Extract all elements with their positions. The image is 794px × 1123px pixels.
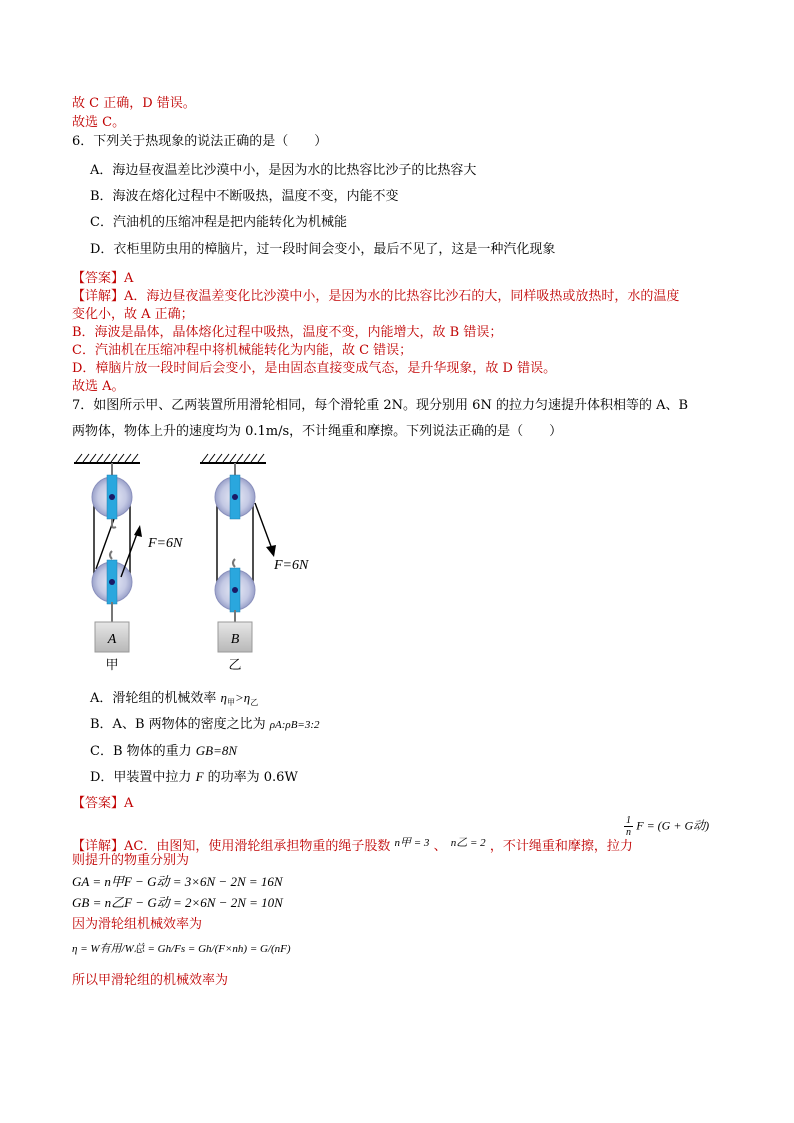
q7-option-d [90, 768, 298, 787]
q7-eq-gb: GB = n乙F − G动 = 2×6N − 2N = 10N [72, 895, 283, 910]
q7-option-b [90, 716, 320, 734]
q6-detail-5: D．樟脑片放一段时间后会变小，是由固态直接变成气态，是升华现象，故 D 错误。 [72, 361, 557, 376]
q7-option-c-math: GB=8N [195, 743, 238, 758]
q7-option-d-text: D．甲装置中拉力 [90, 770, 196, 785]
right-fixed-pulley [215, 475, 255, 519]
prev-conclusion: 故 C 正确，D 错误。 [72, 96, 196, 111]
q6-detail-label: 【详解】 [72, 289, 125, 304]
q7-detail-label: 【详解】 [72, 839, 125, 854]
q6-detail-3: B．海波是晶体，晶体熔化过程中吸热，温度不变，内能增大，故 B 错误； [72, 325, 503, 340]
q7-stem-2: 两物体，物体上升的速度均为 0.1m/s，不计绳重和摩擦。下列说法正确的是（ ） [72, 424, 563, 439]
q7-answer-value: A [124, 796, 134, 811]
left-force-label: F=6N [148, 536, 183, 551]
q7-option-c-text: C．B 物体的重力 [90, 744, 196, 759]
block-a [95, 622, 129, 652]
right-force-label: F=6N [274, 558, 309, 573]
q7-option-d-suffix: 的功率为 0.6W [203, 770, 298, 785]
q7-fraction [624, 815, 633, 838]
q7-option-a-gt: >η [234, 690, 251, 705]
q7-eta-formula: η = W有用/W总 = Gh/Fs = Gh/(F×nh) = G/(nF) [72, 943, 291, 955]
q7-sep: 、 [433, 839, 447, 854]
q7-detail-2: 则提升的物重分别为 [72, 853, 190, 868]
right-pulley-system [200, 454, 309, 672]
q7-n-yi: n乙 = 2 [450, 837, 486, 849]
q7-stem-1: 7．如图所示甲、乙两装置所用滑轮相同，每个滑轮重 2N。现分别用 6N 的拉力匀速提升体积相等的 A、B [72, 398, 689, 413]
q6-option-d: D．衣柜里防虫用的樟脑片，过一段时间会变小，最后不见了，这是一种汽化现象 [90, 242, 556, 257]
q7-option-c [90, 742, 237, 761]
q6-answer-label: 【答案】 [72, 271, 125, 286]
q7-n-jia: n甲 = 3 [394, 837, 430, 849]
q7-answer [72, 795, 133, 813]
prev-choice: 故选 C。 [72, 115, 126, 130]
caption-jia: 甲 [105, 658, 119, 672]
q7-detail-1a: AC．由图知，使用滑轮组承担物重的绳子股数 [124, 839, 391, 854]
left-ceiling-hatch [76, 454, 138, 462]
left-moving-pulley [92, 551, 132, 604]
block-b-label: B [230, 632, 240, 647]
right-ceiling-hatch [202, 454, 264, 462]
right-force-arrow-head [266, 545, 276, 557]
q6-answer-value: A [124, 271, 134, 286]
q6-detail-4: C．汽油机在压缩冲程中将机械能转化为内能，故 C 错误； [72, 343, 413, 358]
q7-option-a [90, 689, 258, 712]
left-force-arrow-head [134, 525, 142, 537]
q7-frac-den: n [626, 827, 631, 838]
q7-formula-f: F = (G + G动) [636, 818, 710, 833]
left-fixed-pulley [92, 475, 132, 519]
caption-yi: 乙 [228, 658, 242, 672]
q6-detail-text-1: A．海边昼夜温差变化比沙漠中小，是因为水的比热容比沙石的大，同样吸热或放热时，水的温度 [124, 289, 680, 304]
q7-answer-label: 【答案】 [72, 796, 125, 811]
q6-detail-6: 故选 A。 [72, 379, 125, 394]
q6-detail-2: 变化小，故 A 正确； [72, 307, 194, 322]
q7-detail-4: 所以甲滑轮组的机械效率为 [72, 973, 229, 988]
q6-answer [72, 270, 133, 288]
q7-detail-3: 因为滑轮组机械效率为 [72, 917, 203, 932]
q7-option-a-sub-jia: 甲 [226, 698, 235, 707]
q7-formula-f-block [624, 815, 709, 838]
q7-option-b-math: ρA:ρB=3:2 [269, 719, 320, 731]
q7-option-a-sub-yi: 乙 [250, 698, 259, 707]
q6-detail-1 [72, 288, 679, 306]
block-b [218, 622, 252, 652]
q7-option-a-text: A．滑轮组的机械效率 [90, 691, 221, 706]
q7-option-b-text: B．A、B 两物体的密度之比为 [90, 717, 270, 732]
q7-frac-num: 1 [626, 815, 631, 826]
q7-option-a-eta: η [220, 690, 227, 705]
block-a-label: A [107, 632, 117, 647]
q7-detail-1b: ，不计绳重和摩擦，拉力 [489, 839, 633, 854]
q6-option-c: C．汽油机的压缩冲程是把内能转化为机械能 [90, 215, 347, 230]
q7-option-d-f: F [195, 769, 204, 784]
pulley-figure [66, 447, 336, 672]
q6-option-b: B．海波在熔化过程中不断吸热，温度不变，内能不变 [90, 189, 399, 204]
q6-stem: 6．下列关于热现象的说法正确的是（ ） [72, 134, 328, 149]
right-moving-pulley [215, 559, 255, 612]
q6-option-a: A．海边昼夜温差比沙漠中小，是因为水的比热容比沙子的比热容大 [90, 163, 477, 178]
q7-eq-ga: GA = n甲F − G动 = 3×6N − 2N = 16N [72, 874, 283, 889]
left-pulley-system [74, 454, 183, 672]
